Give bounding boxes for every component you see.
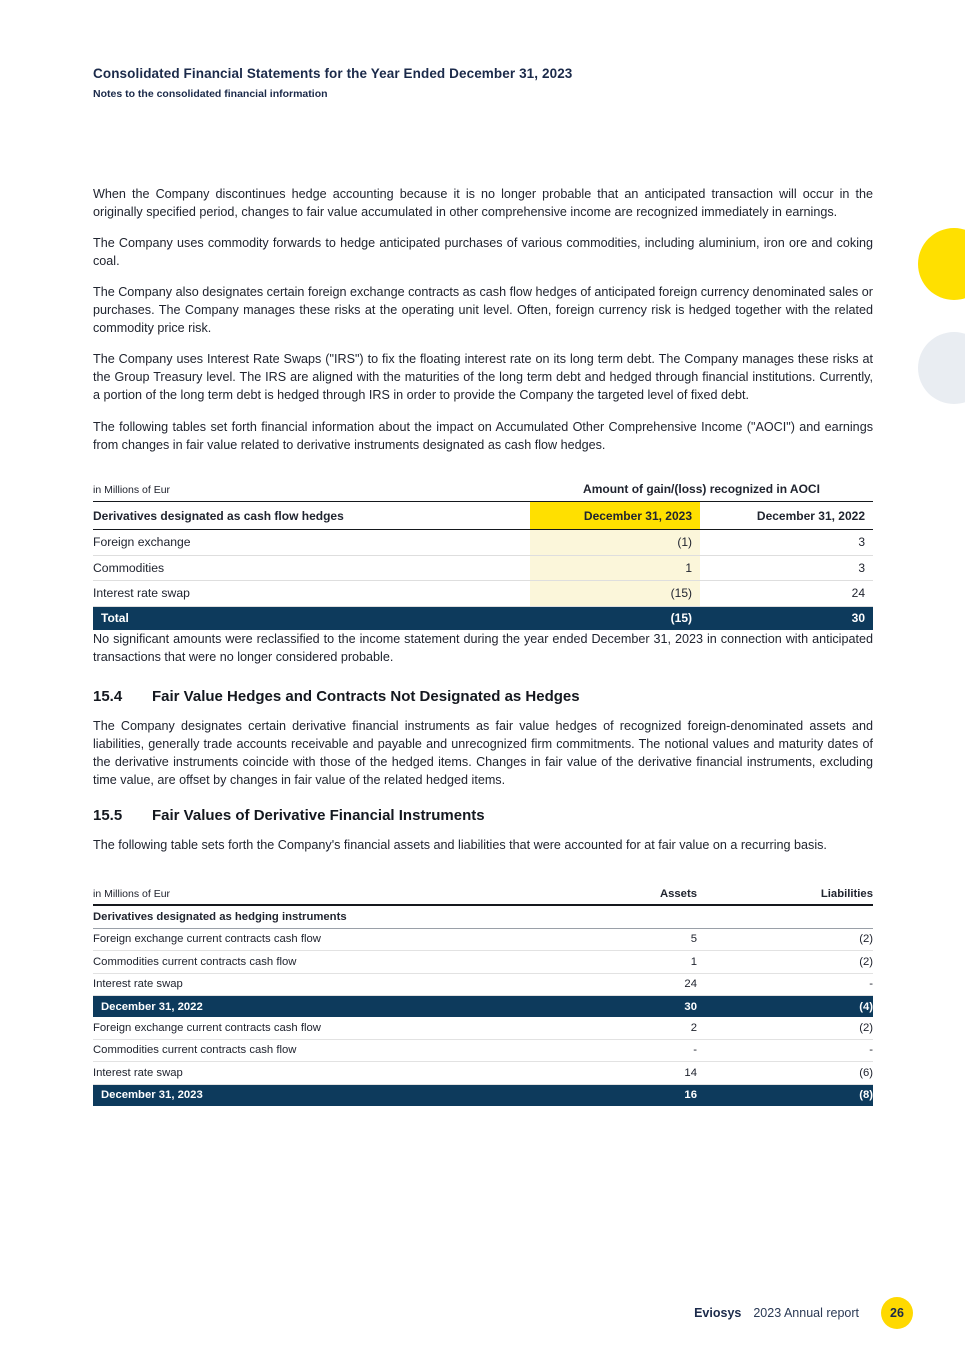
liabilities-value: (2) [859, 1021, 873, 1034]
units-label: in Millions of Eur [93, 887, 171, 900]
fair-value-table-header [93, 884, 873, 906]
body-paragraph: The following table sets forth the Company's financial assets and liabilities that were accounted for at fair value on a recurring basis. [93, 837, 827, 852]
assets-value: 24 [684, 978, 697, 991]
assets-value: 5 [690, 933, 697, 946]
value-2023: 1 [530, 556, 700, 582]
total-label: December 31, 2023 [101, 1089, 203, 1101]
column-header-2023: December 31, 2023 [530, 502, 700, 529]
aoci-table [93, 471, 873, 630]
column-header-liabilities: Liabilities [820, 887, 873, 900]
liabilities-value: (8) [859, 1089, 873, 1101]
main-content [93, 185, 873, 1106]
liabilities-value: (4) [859, 1000, 873, 1013]
section-number: 15.5 [93, 806, 123, 824]
section-number: 15.4 [93, 687, 123, 705]
report-title: 2023 Annual report [753, 1306, 859, 1320]
body-paragraph: The following tables set forth financial information about the impact on Accumulated Other Comprehensive Income ("AOCI") and earnings from changes in fair value related to derivative instruments designated as cash flow hedges. [93, 420, 873, 452]
body-paragraph: When the Company discontinues hedge accounting because it is no longer probable that an anticipated transaction will occur in the originally specified period, changes to fair value accumulated in other comprehensive income are recognized immediately in earnings. [93, 187, 873, 219]
column-header-2022: December 31, 2022 [756, 508, 865, 523]
assets-value: 2 [690, 1021, 697, 1034]
total-label: Total [101, 611, 129, 625]
value-2023: (1) [530, 530, 700, 556]
body-paragraph: No significant amounts were reclassified to the income statement during the year ended December 31, 2023 in connection with anticipated transactions that were no longer considered probable. [93, 631, 873, 664]
body-paragraph: The Company designates certain derivative financial instruments as fair value hedges of recognized foreign-denominated assets and liabilities, generally trade accounts receivable and payable and unrecognized firm commitments. The notional values and maturity dates of the derivative instruments coincide with those of the hedged items. Changes in fair value of the derivative financial instruments, excluding time value, are offset by changes in fair value of the related hedged items. [93, 718, 873, 787]
liabilities-value: - [869, 1044, 873, 1057]
brand-name: Eviosys [694, 1306, 742, 1320]
body-paragraph: The Company also designates certain foreign exchange contracts as cash flow hedges of anticipated foreign currency denominated sales or purchases. The Company manages these risks at the operating unit level. Often, foreign currency risk is hedged together with the related commodity price risk. [93, 285, 873, 335]
decorative-yellow-circle [918, 228, 965, 300]
table-row [93, 530, 873, 556]
assets-value: 16 [684, 1089, 697, 1101]
value-2023: (15) [530, 581, 700, 607]
page-footer [93, 1297, 913, 1329]
value-2022: 3 [700, 556, 873, 582]
total-2023: (15) [670, 611, 692, 625]
assets-value: 30 [684, 1000, 697, 1013]
assets-value: 1 [690, 955, 697, 968]
table-row [93, 1040, 873, 1063]
value-2022: 24 [700, 581, 873, 607]
total-label: December 31, 2022 [101, 1000, 203, 1013]
row-label: Commodities current contracts cash flow [93, 1044, 297, 1057]
table-row [93, 1017, 873, 1040]
assets-value: - [693, 1044, 697, 1057]
document-header [93, 66, 873, 100]
section-title: Fair Values of Derivative Financial Instruments [152, 806, 485, 824]
aoci-span-header: Amount of gain/(loss) recognized in AOCI [583, 482, 820, 496]
row-label: Commodities current contracts cash flow [93, 955, 297, 968]
body-paragraph: The Company uses Interest Rate Swaps ("IRS") to fix the floating interest rate on its long term debt. The Company manages these risks at the Group Treasury level. The IRS are aligned with the maturities of the long term debt and hedged through financial institutions. Currently, a portion of the long term debt is hedged through IRS in order to provide the Company the targeted level of fixed debt. [93, 352, 873, 402]
fair-value-table [93, 884, 873, 1106]
row-label: Foreign exchange [93, 530, 530, 556]
total-2022: 30 [851, 611, 865, 625]
row-label: Foreign exchange current contracts cash flow [93, 933, 321, 946]
table-row [93, 951, 873, 974]
liabilities-value: (2) [859, 955, 873, 968]
column-header-assets: Assets [659, 887, 697, 900]
body-paragraph: The Company uses commodity forwards to hedge anticipated purchases of various commodities, including aluminium, iron ore and coking coal. [93, 236, 873, 268]
page-number-badge: 26 [881, 1297, 913, 1329]
table-total-row-2022 [93, 996, 873, 1017]
section-heading-15-4 [93, 688, 873, 705]
table-row [93, 556, 873, 582]
group-header-label: Derivatives designated as hedging instruments [93, 910, 347, 923]
value-2022: 3 [700, 530, 873, 556]
units-label: in Millions of Eur [93, 484, 171, 496]
table-group-header [93, 906, 873, 929]
section-title: Fair Value Hedges and Contracts Not Designated as Hedges [152, 687, 580, 705]
row-label: Foreign exchange current contracts cash flow [93, 1021, 321, 1034]
section-heading-15-5 [93, 807, 873, 824]
row-label: Commodities [93, 556, 530, 582]
liabilities-value: (6) [859, 1066, 873, 1079]
aoci-table-units-row [93, 471, 873, 502]
aoci-table-header-row [93, 502, 873, 530]
row-label: Interest rate swap [93, 978, 183, 991]
table-row [93, 974, 873, 997]
assets-value: 14 [684, 1066, 697, 1079]
table-total-row-2023 [93, 1085, 873, 1106]
decorative-gray-circle [918, 332, 965, 404]
table-row [93, 1062, 873, 1085]
row-group-header: Derivatives designated as cash flow hedges [93, 508, 344, 523]
liabilities-value: - [869, 978, 873, 991]
row-label: Interest rate swap [93, 581, 530, 607]
table-total-row [93, 607, 873, 630]
table-row [93, 581, 873, 607]
liabilities-value: (2) [859, 933, 873, 946]
document-title: Consolidated Financial Statements for the Year Ended December 31, 2023 [93, 66, 573, 81]
document-subtitle: Notes to the consolidated financial information [93, 88, 328, 100]
table-row [93, 929, 873, 952]
row-label: Interest rate swap [93, 1066, 183, 1079]
